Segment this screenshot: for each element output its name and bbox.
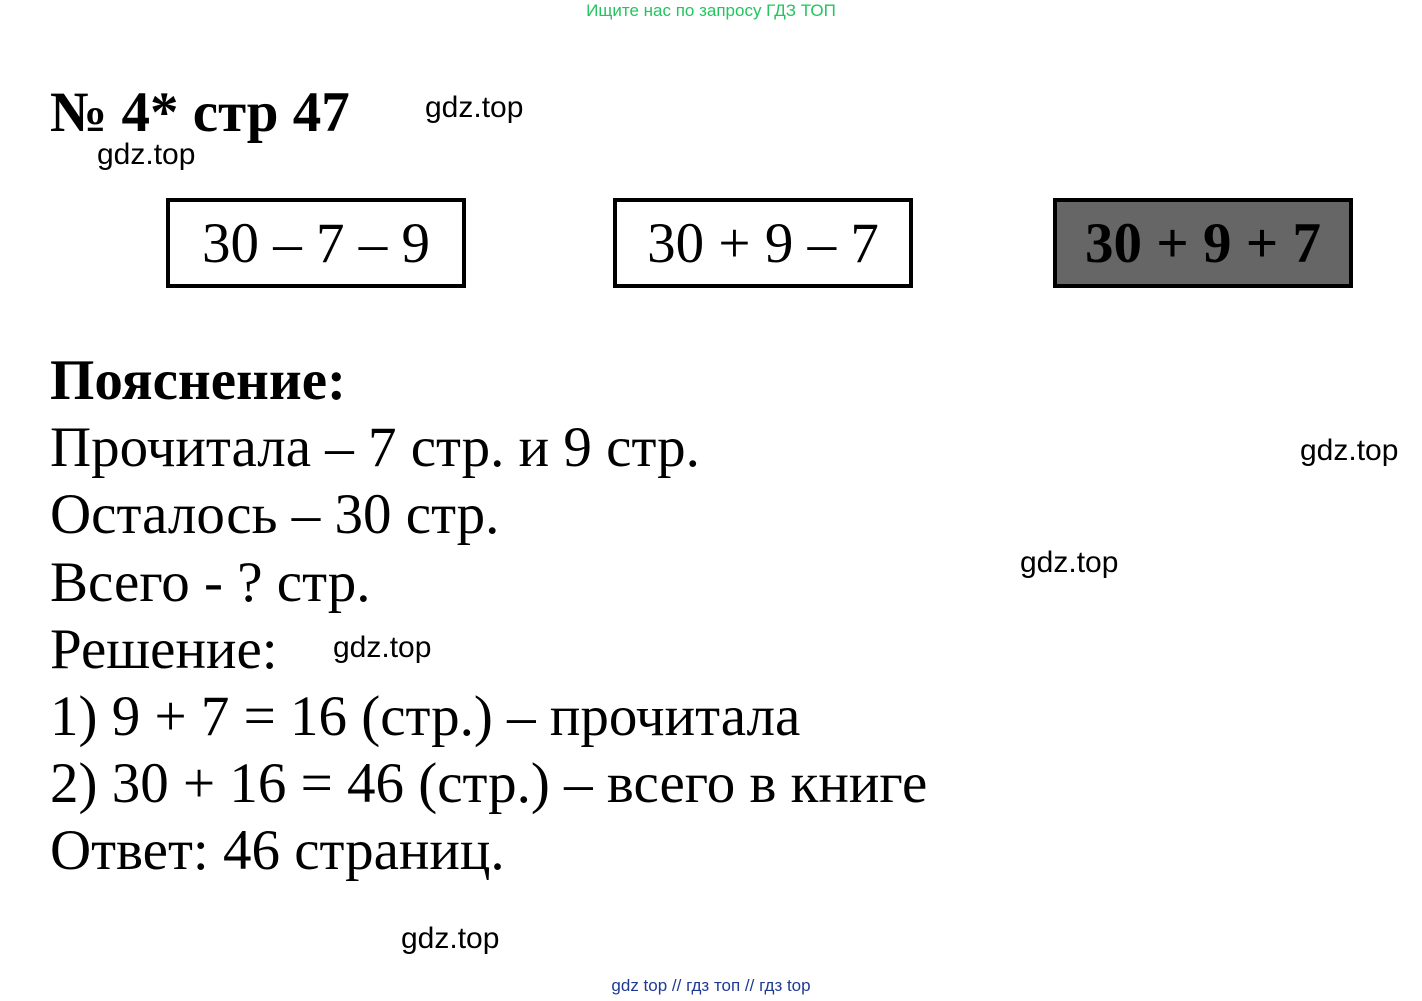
solution-step: 1) 9 + 7 = 16 (стр.) – прочитала bbox=[50, 685, 801, 748]
explanation-heading: Пояснение: bbox=[50, 349, 346, 412]
watermark: gdz.top bbox=[1020, 546, 1119, 579]
explanation-line: Осталось – 30 стр. bbox=[50, 483, 500, 546]
top-banner: Ищите нас по запросу ГДЗ ТОП bbox=[586, 1, 836, 20]
explanation-line: Прочитала – 7 стр. и 9 стр. bbox=[50, 416, 700, 479]
explanation-line: Всего - ? стр. bbox=[50, 551, 371, 614]
watermark: gdz.top bbox=[425, 91, 524, 124]
watermark: gdz.top bbox=[333, 631, 432, 664]
watermark: gdz.top bbox=[97, 138, 196, 171]
solution-step: 2) 30 + 16 = 46 (стр.) – всего в книге bbox=[50, 752, 928, 815]
watermark: gdz.top bbox=[401, 922, 500, 955]
expression-box: 30 + 9 – 7 bbox=[613, 198, 913, 288]
solution-heading: Решение: bbox=[50, 618, 278, 681]
expression-box: 30 – 7 – 9 bbox=[166, 198, 466, 288]
footer-links: gdz top // гдз топ // гдз top bbox=[611, 976, 811, 995]
answer-line: Ответ: 46 страниц. bbox=[50, 819, 505, 882]
page-title: № 4* стр 47 bbox=[50, 81, 350, 144]
watermark: gdz.top bbox=[1300, 434, 1399, 467]
expression-box-highlighted: 30 + 9 + 7 bbox=[1053, 198, 1353, 288]
